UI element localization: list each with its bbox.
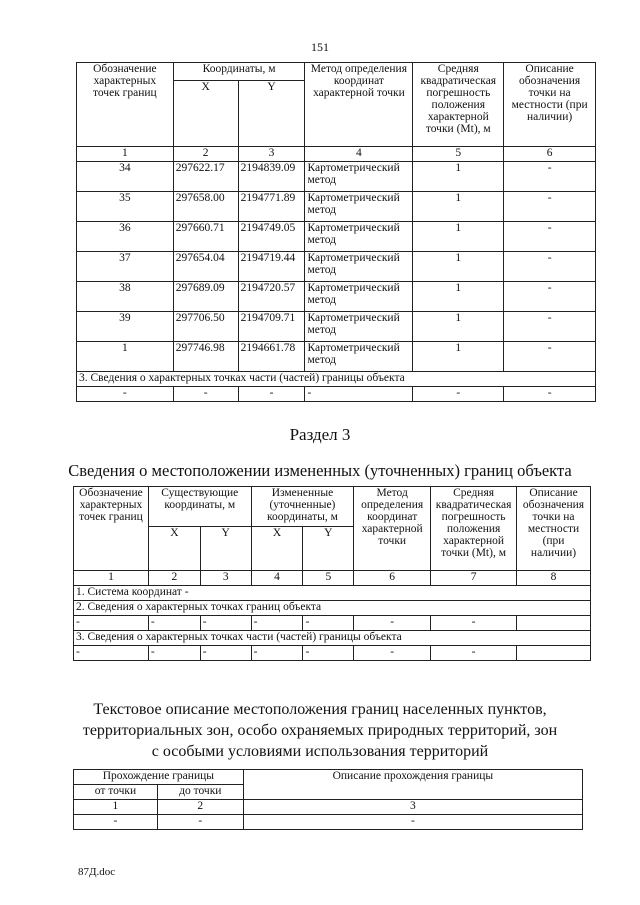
desc-value: - bbox=[504, 162, 596, 192]
section-row-points: 2. Сведения о характерных точках границ объекта bbox=[74, 601, 591, 616]
col-number: 3 bbox=[200, 571, 251, 586]
table-row bbox=[77, 387, 596, 402]
method-value: Картометрический метод bbox=[305, 342, 413, 372]
mt-value: 1 bbox=[413, 252, 504, 282]
page-number: 151 bbox=[311, 40, 329, 54]
header-designation: Обозначение характерных точек границ bbox=[74, 487, 149, 571]
desc-value: - bbox=[504, 252, 596, 282]
y-value: 2194719.44 bbox=[238, 252, 305, 282]
method-value: Картометрический метод bbox=[305, 312, 413, 342]
method-value: Картометрический метод bbox=[305, 282, 413, 312]
section-heading: Раздел 3 bbox=[289, 425, 351, 444]
col-number: 7 bbox=[431, 571, 517, 586]
header-coordinates: Координаты, м bbox=[173, 63, 305, 81]
footer-filename: 87Д.doc bbox=[78, 866, 116, 878]
empty-cell: - bbox=[303, 646, 354, 661]
empty-cell: - bbox=[243, 815, 582, 830]
method-value: Картометрический метод bbox=[305, 252, 413, 282]
y-value: 2194720.57 bbox=[238, 282, 305, 312]
mt-value: 1 bbox=[413, 312, 504, 342]
header-passage-description: Описание прохождения границы bbox=[243, 770, 582, 800]
header-to-point: до точки bbox=[157, 785, 243, 800]
changed-borders-table bbox=[73, 486, 591, 661]
col-number: 6 bbox=[354, 571, 431, 586]
coordinate-system-row: 1. Система координат - bbox=[74, 586, 591, 601]
empty-cell: - bbox=[148, 646, 200, 661]
empty-cell: - bbox=[504, 387, 596, 402]
header-changed: Измененные (уточненные) координаты, м bbox=[251, 487, 354, 527]
header-method: Метод определения координат характерной точки bbox=[354, 487, 431, 571]
empty-cell: - bbox=[354, 616, 431, 631]
table-row bbox=[77, 312, 596, 342]
boundary-description-table bbox=[73, 769, 583, 830]
table-row bbox=[77, 222, 596, 252]
method-value: Картометрический метод bbox=[305, 192, 413, 222]
empty-cell bbox=[517, 646, 591, 661]
section-row-parts: 3. Сведения о характерных точках части (частей) границы объекта bbox=[74, 631, 591, 646]
point-id: 38 bbox=[77, 282, 174, 312]
empty-cell: - bbox=[251, 616, 303, 631]
y-value: 2194661.78 bbox=[238, 342, 305, 372]
section-title: Сведения о местоположении измененных (уточненных) границ объекта bbox=[68, 461, 572, 480]
y-value: 2194749.05 bbox=[238, 222, 305, 252]
empty-cell: - bbox=[251, 646, 303, 661]
x-value: 297689.09 bbox=[173, 282, 238, 312]
table-row bbox=[77, 342, 596, 372]
method-value: Картометрический метод bbox=[305, 222, 413, 252]
table-row bbox=[77, 192, 596, 222]
empty-cell: - bbox=[200, 616, 251, 631]
text-description-title-line-1: Текстовое описание местоположения границ населенных пунктов, bbox=[93, 701, 547, 718]
table-row bbox=[77, 162, 596, 192]
col-number: 4 bbox=[305, 147, 413, 162]
method-value: Картометрический метод bbox=[305, 162, 413, 192]
desc-value: - bbox=[504, 312, 596, 342]
empty-cell: - bbox=[157, 815, 243, 830]
col-number: 4 bbox=[251, 571, 303, 586]
header-description: Описание обозначения точки на местности (при наличии) bbox=[517, 487, 591, 571]
empty-cell: - bbox=[431, 646, 517, 661]
header-x: X bbox=[148, 527, 200, 571]
table-row bbox=[77, 252, 596, 282]
header-y: Y bbox=[238, 81, 305, 147]
x-value: 297654.04 bbox=[173, 252, 238, 282]
col-number: 8 bbox=[517, 571, 591, 586]
desc-value: - bbox=[504, 192, 596, 222]
header-method: Метод определения координат характерной точки bbox=[305, 63, 413, 147]
table-row bbox=[74, 646, 591, 661]
empty-cell: - bbox=[173, 387, 238, 402]
coordinates-table bbox=[76, 62, 596, 402]
y-value: 2194709.71 bbox=[238, 312, 305, 342]
empty-cell bbox=[517, 616, 591, 631]
header-x: X bbox=[251, 527, 303, 571]
header-x: X bbox=[173, 81, 238, 147]
section-row-parts: 3. Сведения о характерных точках части (частей) границы объекта bbox=[77, 372, 596, 387]
col-number: 5 bbox=[303, 571, 354, 586]
point-id: 36 bbox=[77, 222, 174, 252]
col-number: 2 bbox=[148, 571, 200, 586]
col-number: 6 bbox=[504, 147, 596, 162]
header-designation: Обозначение характерных точек границ bbox=[77, 63, 174, 147]
empty-cell: - bbox=[74, 646, 149, 661]
header-from-point: от точки bbox=[74, 785, 158, 800]
mt-value: 1 bbox=[413, 192, 504, 222]
col-number: 2 bbox=[173, 147, 238, 162]
x-value: 297746.98 bbox=[173, 342, 238, 372]
empty-cell: - bbox=[431, 616, 517, 631]
empty-cell: - bbox=[305, 387, 413, 402]
point-id: 37 bbox=[77, 252, 174, 282]
desc-value: - bbox=[504, 282, 596, 312]
mt-value: 1 bbox=[413, 222, 504, 252]
point-id: 34 bbox=[77, 162, 174, 192]
header-error: Средняя квадратическая погрешность положения характерной точки (Mt), м bbox=[413, 63, 504, 147]
y-value: 2194839.09 bbox=[238, 162, 305, 192]
table-row bbox=[74, 616, 591, 631]
x-value: 297622.17 bbox=[173, 162, 238, 192]
empty-cell: - bbox=[303, 616, 354, 631]
col-number: 3 bbox=[238, 147, 305, 162]
mt-value: 1 bbox=[413, 282, 504, 312]
text-description-title-line-3: с особыми условиями использования территорий bbox=[151, 743, 489, 760]
col-number: 1 bbox=[74, 800, 158, 815]
table-row bbox=[74, 815, 583, 830]
empty-cell: - bbox=[354, 646, 431, 661]
col-number: 3 bbox=[243, 800, 582, 815]
desc-value: - bbox=[504, 222, 596, 252]
header-existing: Существующие координаты, м bbox=[148, 487, 251, 527]
header-error: Средняя квадратическая погрешность положения характерной точки (Mt), м bbox=[431, 487, 517, 571]
empty-cell: - bbox=[200, 646, 251, 661]
y-value: 2194771.89 bbox=[238, 192, 305, 222]
empty-cell: - bbox=[238, 387, 305, 402]
empty-cell: - bbox=[74, 616, 149, 631]
table-row bbox=[77, 282, 596, 312]
empty-cell: - bbox=[77, 387, 174, 402]
desc-value: - bbox=[504, 342, 596, 372]
header-y: Y bbox=[303, 527, 354, 571]
text-description-title-line-2: территориальных зон, особо охраняемых природных территорий, зон bbox=[82, 722, 558, 739]
header-passage: Прохождение границы bbox=[74, 770, 244, 785]
point-id: 1 bbox=[77, 342, 174, 372]
point-id: 35 bbox=[77, 192, 174, 222]
col-number: 1 bbox=[77, 147, 174, 162]
mt-value: 1 bbox=[413, 342, 504, 372]
header-y: Y bbox=[200, 527, 251, 571]
point-id: 39 bbox=[77, 312, 174, 342]
x-value: 297658.00 bbox=[173, 192, 238, 222]
x-value: 297660.71 bbox=[173, 222, 238, 252]
empty-cell: - bbox=[148, 616, 200, 631]
header-description: Описание обозначения точки на местности (при наличии) bbox=[504, 63, 596, 147]
col-number: 2 bbox=[157, 800, 243, 815]
col-number: 1 bbox=[74, 571, 149, 586]
empty-cell: - bbox=[413, 387, 504, 402]
x-value: 297706.50 bbox=[173, 312, 238, 342]
empty-cell: - bbox=[74, 815, 158, 830]
mt-value: 1 bbox=[413, 162, 504, 192]
col-number: 5 bbox=[413, 147, 504, 162]
